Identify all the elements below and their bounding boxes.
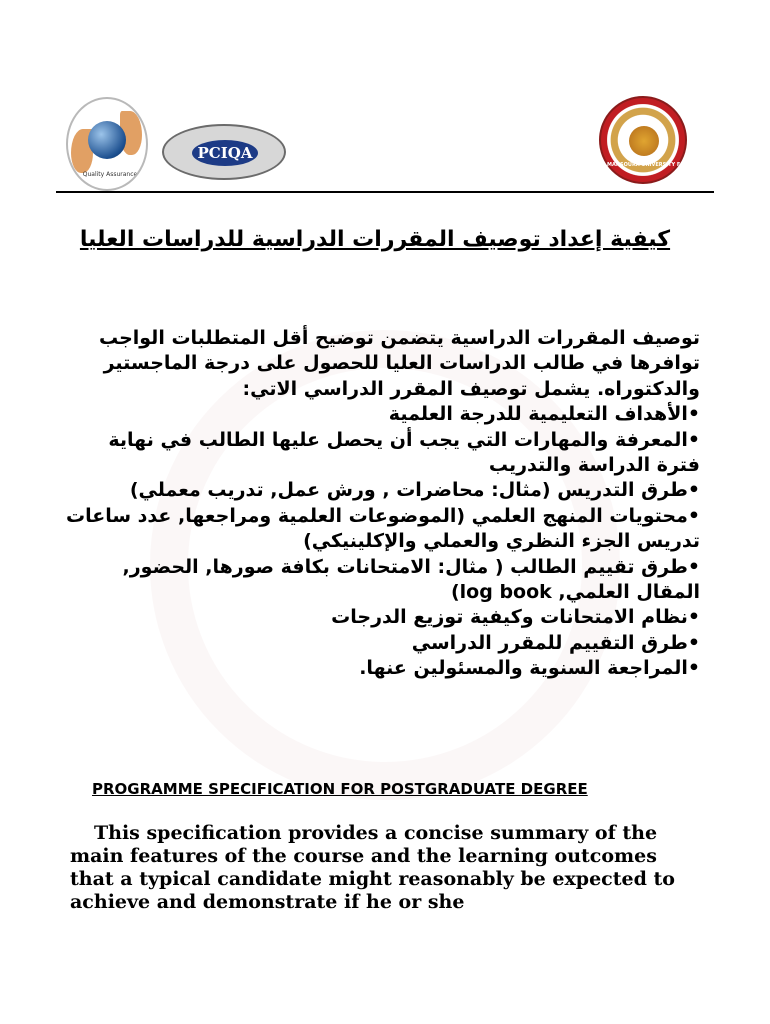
pciqa-logo-band [172,132,276,140]
arabic-body [60,326,700,682]
seal-ring-text: MANSOURA UNIVERSITY FACULTY OF MEDICINE [607,162,740,168]
arabic-title: كيفية إعداد توصيف المقررات الدراسية للدراسات العليا [79,227,671,252]
faculty-of-medicine-seal [599,96,740,184]
arabic-intro: توصيف المقررات الدراسية يتضمن توضيح أقل المتطلبات الواجب توافرها في طالب الدراسات العليا للحصول على درجة الماجستير والدكتوراه. يشمل توصيف المقرر الدراسي الاتي: [98,327,700,400]
arabic-list-item: •المعرفة والمهارات التي يجب أن يحصل عليها الطالب في نهاية فترة الدراسة والتدريب [108,428,700,477]
pciqa-logo-text: PCIQA [192,140,258,166]
arabic-list-item: •طرق تقييم الطالب ( مثال: الامتحانات بكافة صورها, الحضور, المقال العلمي, log book) [122,555,700,604]
arabic-list-item: •نظام الامتحانات وكيفية توزيع الدرجات [331,606,700,629]
header-divider [56,191,714,193]
seal-emblem-icon [629,126,659,156]
arabic-list-item: •محتويات المنهج العلمي (الموضوعات العلمية ومراجعها, عدد ساعات تدريس الجزء النظري والعملي والإكلينيكي) [66,504,700,553]
pciqa-logo [162,124,286,180]
quality-assurance-logo [66,97,148,191]
arabic-list-item: •الأهداف التعليمية للدرجة العلمية [388,403,700,426]
arabic-list-item: •المراجعة السنوية والمسئولين عنها. [359,657,700,680]
english-paragraph: This specification provides a concise summary of the main features of the course and the learning outcomes that a typical candidate might reasonably be expected to achieve and demonstrate if he or she [70,822,675,913]
globe-icon [88,121,126,159]
quality-assurance-logo-text: Quality Assurance [82,171,138,178]
page-header [0,0,770,200]
english-heading: PROGRAMME SPECIFICATION FOR POSTGRADUATE DEGREE [92,780,588,798]
arabic-list-item: •طرق التقييم للمقرر الدراسي [411,631,700,654]
arabic-list-item: •طرق التدريس (مثال: محاضرات , ورش عمل, تدريب معملي) [129,479,700,502]
